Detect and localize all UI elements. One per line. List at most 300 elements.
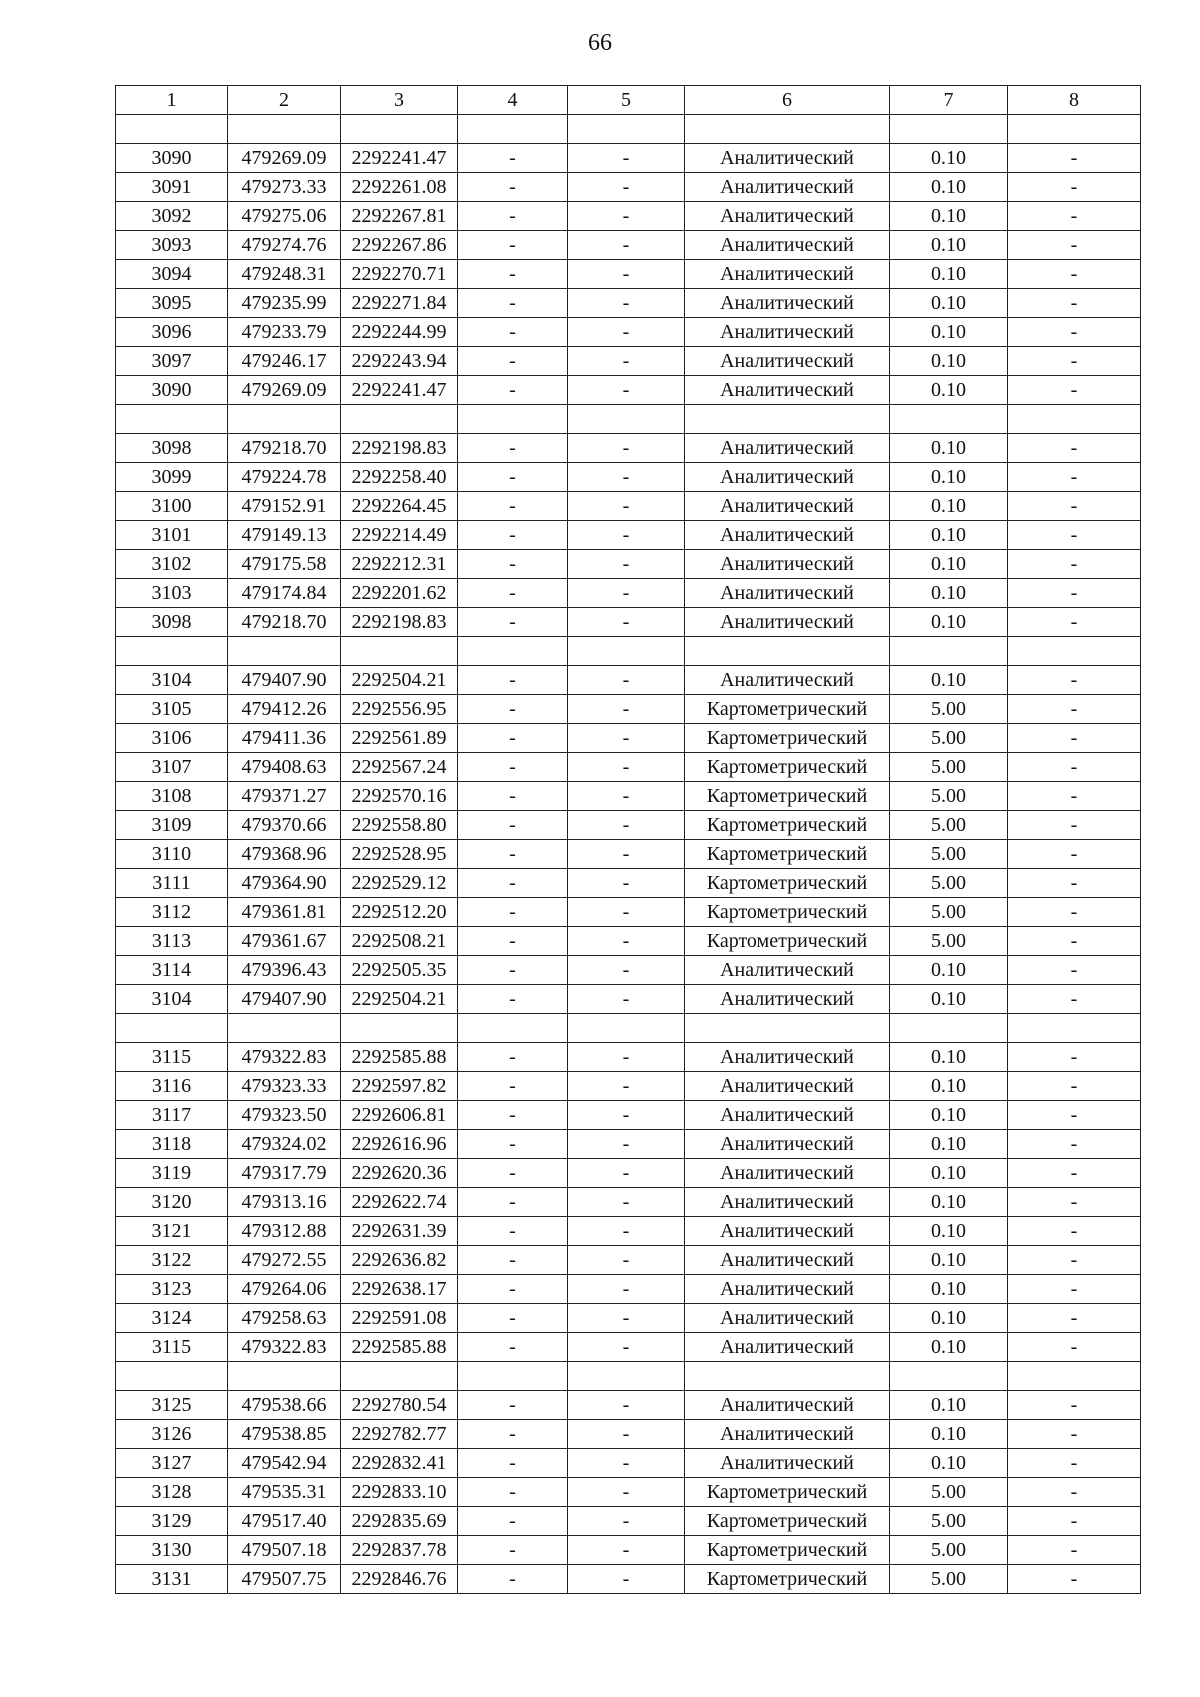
table-cell: Аналитический bbox=[685, 666, 890, 695]
table-cell: 479323.50 bbox=[228, 1101, 341, 1130]
table-row bbox=[116, 1333, 1141, 1362]
table-cell: 479364.90 bbox=[228, 869, 341, 898]
table-cell: - bbox=[1008, 927, 1141, 956]
table-cell: - bbox=[568, 231, 685, 260]
table-cell: - bbox=[458, 318, 568, 347]
table-row bbox=[116, 956, 1141, 985]
table-cell: 479233.79 bbox=[228, 318, 341, 347]
table-cell: - bbox=[568, 579, 685, 608]
table-cell: - bbox=[458, 927, 568, 956]
table-cell: 0.10 bbox=[890, 956, 1008, 985]
table-row bbox=[116, 753, 1141, 782]
table-cell: - bbox=[1008, 869, 1141, 898]
table-cell: - bbox=[568, 1159, 685, 1188]
table-cell: - bbox=[568, 811, 685, 840]
table-cell: - bbox=[1008, 144, 1141, 173]
table-cell: - bbox=[458, 1072, 568, 1101]
table-cell: 3103 bbox=[116, 579, 228, 608]
table-row bbox=[116, 492, 1141, 521]
table-row bbox=[116, 1420, 1141, 1449]
column-number-header: 1 bbox=[116, 86, 228, 115]
table-cell: 479174.84 bbox=[228, 579, 341, 608]
table-cell: Аналитический bbox=[685, 550, 890, 579]
table-cell: 0.10 bbox=[890, 1159, 1008, 1188]
table-cell: 2292261.08 bbox=[341, 173, 458, 202]
table-cell: - bbox=[458, 202, 568, 231]
table-cell: 479258.63 bbox=[228, 1304, 341, 1333]
table-cell: 479274.76 bbox=[228, 231, 341, 260]
table-cell: 479269.09 bbox=[228, 144, 341, 173]
table-cell: 2292780.54 bbox=[341, 1391, 458, 1420]
table-cell: - bbox=[568, 956, 685, 985]
table-cell bbox=[341, 115, 458, 144]
table-cell bbox=[568, 1014, 685, 1043]
table-cell: - bbox=[458, 811, 568, 840]
table-cell: - bbox=[1008, 579, 1141, 608]
table-cell: Картометрический bbox=[685, 1478, 890, 1507]
table-cell: 0.10 bbox=[890, 492, 1008, 521]
table-cell: - bbox=[458, 289, 568, 318]
table-row bbox=[116, 724, 1141, 753]
table-cell: Аналитический bbox=[685, 347, 890, 376]
table-cell: - bbox=[568, 173, 685, 202]
table-row bbox=[116, 376, 1141, 405]
table-row bbox=[116, 840, 1141, 869]
table-cell: 0.10 bbox=[890, 1072, 1008, 1101]
table-cell: 2292241.47 bbox=[341, 144, 458, 173]
table-cell: 3114 bbox=[116, 956, 228, 985]
table-cell: 2292267.81 bbox=[341, 202, 458, 231]
table-cell: - bbox=[458, 1101, 568, 1130]
column-number-header: 3 bbox=[341, 86, 458, 115]
table-cell: - bbox=[568, 1246, 685, 1275]
table-cell bbox=[341, 1014, 458, 1043]
table-cell: 479542.94 bbox=[228, 1449, 341, 1478]
table-cell: - bbox=[458, 1246, 568, 1275]
table-cell: 3128 bbox=[116, 1478, 228, 1507]
table-row bbox=[116, 608, 1141, 637]
table-cell: Аналитический bbox=[685, 1391, 890, 1420]
table-cell: 2292833.10 bbox=[341, 1478, 458, 1507]
table-cell bbox=[685, 405, 890, 434]
table-cell: 2292243.94 bbox=[341, 347, 458, 376]
table-cell: - bbox=[458, 1391, 568, 1420]
table-cell: 3097 bbox=[116, 347, 228, 376]
table-cell: 0.10 bbox=[890, 347, 1008, 376]
table-cell: Картометрический bbox=[685, 840, 890, 869]
table-cell: 2292638.17 bbox=[341, 1275, 458, 1304]
table-cell: Аналитический bbox=[685, 579, 890, 608]
table-cell: 2292244.99 bbox=[341, 318, 458, 347]
table-cell: - bbox=[1008, 347, 1141, 376]
table-cell: - bbox=[568, 869, 685, 898]
table-cell: 0.10 bbox=[890, 463, 1008, 492]
table-cell: - bbox=[1008, 1275, 1141, 1304]
table-cell bbox=[685, 637, 890, 666]
table-cell: Аналитический bbox=[685, 1449, 890, 1478]
table-cell: - bbox=[1008, 811, 1141, 840]
table-cell: - bbox=[458, 1333, 568, 1362]
table-cell bbox=[341, 405, 458, 434]
table-cell: - bbox=[1008, 956, 1141, 985]
column-number-header: 6 bbox=[685, 86, 890, 115]
table-cell: 0.10 bbox=[890, 231, 1008, 260]
table-cell: 479407.90 bbox=[228, 666, 341, 695]
table-cell: - bbox=[1008, 1565, 1141, 1594]
separator-row bbox=[116, 637, 1141, 666]
table-cell: 479507.18 bbox=[228, 1536, 341, 1565]
table-cell: 0.10 bbox=[890, 1304, 1008, 1333]
table-cell: - bbox=[568, 1449, 685, 1478]
table-cell: 479275.06 bbox=[228, 202, 341, 231]
table-cell: 2292585.88 bbox=[341, 1043, 458, 1072]
table-cell: - bbox=[458, 898, 568, 927]
table-cell bbox=[685, 1014, 890, 1043]
table-cell: - bbox=[458, 1536, 568, 1565]
table-cell: - bbox=[1008, 521, 1141, 550]
table-cell: 479517.40 bbox=[228, 1507, 341, 1536]
table-cell: 3112 bbox=[116, 898, 228, 927]
table-cell: 3113 bbox=[116, 927, 228, 956]
table-cell: 0.10 bbox=[890, 1188, 1008, 1217]
table-cell bbox=[228, 115, 341, 144]
table-cell: - bbox=[458, 1565, 568, 1594]
table-row bbox=[116, 144, 1141, 173]
table-cell: - bbox=[568, 1333, 685, 1362]
table-cell: 2292270.71 bbox=[341, 260, 458, 289]
table-cell: - bbox=[1008, 1188, 1141, 1217]
table-cell: 479371.27 bbox=[228, 782, 341, 811]
table-cell: 0.10 bbox=[890, 1391, 1008, 1420]
table-cell bbox=[1008, 637, 1141, 666]
table-cell: Аналитический bbox=[685, 231, 890, 260]
table-cell: - bbox=[568, 1420, 685, 1449]
table-cell: 3115 bbox=[116, 1043, 228, 1072]
table-cell: 2292271.84 bbox=[341, 289, 458, 318]
table-cell: 0.10 bbox=[890, 1101, 1008, 1130]
table-cell: 2292606.81 bbox=[341, 1101, 458, 1130]
table-cell: 3127 bbox=[116, 1449, 228, 1478]
table-cell: Аналитический bbox=[685, 202, 890, 231]
table-cell: 479317.79 bbox=[228, 1159, 341, 1188]
table-cell: - bbox=[568, 608, 685, 637]
table-cell bbox=[568, 115, 685, 144]
table-cell: - bbox=[568, 1507, 685, 1536]
table-row bbox=[116, 1217, 1141, 1246]
table-cell: 2292214.49 bbox=[341, 521, 458, 550]
table-cell: 0.10 bbox=[890, 550, 1008, 579]
table-cell: 3107 bbox=[116, 753, 228, 782]
table-cell: 479218.70 bbox=[228, 608, 341, 637]
table-cell: 3093 bbox=[116, 231, 228, 260]
table-cell: - bbox=[1008, 173, 1141, 202]
table-cell: 3125 bbox=[116, 1391, 228, 1420]
table-row bbox=[116, 260, 1141, 289]
table-cell: 479370.66 bbox=[228, 811, 341, 840]
table-cell: Картометрический bbox=[685, 927, 890, 956]
table-cell: - bbox=[458, 376, 568, 405]
table-cell: - bbox=[458, 985, 568, 1014]
table-cell: 0.10 bbox=[890, 318, 1008, 347]
table-cell: 3123 bbox=[116, 1275, 228, 1304]
table-cell: 479248.31 bbox=[228, 260, 341, 289]
table-cell: 479324.02 bbox=[228, 1130, 341, 1159]
table-cell: 3118 bbox=[116, 1130, 228, 1159]
table-cell bbox=[1008, 1362, 1141, 1391]
table-cell: 0.10 bbox=[890, 521, 1008, 550]
table-cell: Аналитический bbox=[685, 985, 890, 1014]
table-cell: - bbox=[458, 1275, 568, 1304]
column-number-header: 7 bbox=[890, 86, 1008, 115]
table-cell: 2292567.24 bbox=[341, 753, 458, 782]
table-cell: - bbox=[458, 347, 568, 376]
table-cell: 479538.85 bbox=[228, 1420, 341, 1449]
table-cell: 0.10 bbox=[890, 144, 1008, 173]
table-cell: - bbox=[1008, 1478, 1141, 1507]
table-cell bbox=[890, 1362, 1008, 1391]
table-row bbox=[116, 1072, 1141, 1101]
table-row bbox=[116, 782, 1141, 811]
table-cell bbox=[568, 637, 685, 666]
table-cell: - bbox=[568, 1043, 685, 1072]
table-cell: 0.10 bbox=[890, 289, 1008, 318]
table-row bbox=[116, 1159, 1141, 1188]
table-cell: 2292264.45 bbox=[341, 492, 458, 521]
table-cell: Аналитический bbox=[685, 1275, 890, 1304]
table-cell: Аналитический bbox=[685, 144, 890, 173]
table-cell bbox=[228, 1014, 341, 1043]
table-row bbox=[116, 1043, 1141, 1072]
table-cell: - bbox=[1008, 1420, 1141, 1449]
table-cell: 2292556.95 bbox=[341, 695, 458, 724]
column-number-header: 5 bbox=[568, 86, 685, 115]
table-cell: - bbox=[1008, 1246, 1141, 1275]
table-cell: - bbox=[458, 550, 568, 579]
table-cell bbox=[116, 405, 228, 434]
table-cell: - bbox=[1008, 753, 1141, 782]
table-cell: - bbox=[1008, 1391, 1141, 1420]
table-cell: - bbox=[458, 144, 568, 173]
table-cell: Аналитический bbox=[685, 956, 890, 985]
separator-row bbox=[116, 1362, 1141, 1391]
table-cell: 3116 bbox=[116, 1072, 228, 1101]
table-row bbox=[116, 666, 1141, 695]
table-cell: 3102 bbox=[116, 550, 228, 579]
table-cell: 2292512.20 bbox=[341, 898, 458, 927]
table-cell: 0.10 bbox=[890, 434, 1008, 463]
table-cell: 0.10 bbox=[890, 1246, 1008, 1275]
table-cell: 5.00 bbox=[890, 782, 1008, 811]
separator-row bbox=[116, 1014, 1141, 1043]
table-cell: - bbox=[1008, 434, 1141, 463]
table-cell: - bbox=[568, 985, 685, 1014]
table-cell: - bbox=[568, 463, 685, 492]
table-cell: 3110 bbox=[116, 840, 228, 869]
table-cell: 479269.09 bbox=[228, 376, 341, 405]
table-cell: 479273.33 bbox=[228, 173, 341, 202]
table-cell: - bbox=[568, 318, 685, 347]
table-cell: - bbox=[458, 666, 568, 695]
table-cell bbox=[1008, 115, 1141, 144]
table-cell: 0.10 bbox=[890, 1043, 1008, 1072]
table-cell: - bbox=[458, 1507, 568, 1536]
table-cell: - bbox=[568, 202, 685, 231]
table-cell: - bbox=[458, 724, 568, 753]
table-cell: - bbox=[458, 1449, 568, 1478]
table-cell: - bbox=[568, 1275, 685, 1304]
table-cell: 5.00 bbox=[890, 1565, 1008, 1594]
table-cell: 2292267.86 bbox=[341, 231, 458, 260]
table-cell: 479368.96 bbox=[228, 840, 341, 869]
table-cell: 2292832.41 bbox=[341, 1449, 458, 1478]
table-cell: 5.00 bbox=[890, 1507, 1008, 1536]
table-cell: 2292597.82 bbox=[341, 1072, 458, 1101]
table-cell: Аналитический bbox=[685, 1217, 890, 1246]
table-cell: 5.00 bbox=[890, 753, 1008, 782]
table-cell: Аналитический bbox=[685, 1246, 890, 1275]
table-cell: - bbox=[1008, 202, 1141, 231]
table-cell: - bbox=[1008, 1507, 1141, 1536]
table-cell: 479175.58 bbox=[228, 550, 341, 579]
table-cell: Аналитический bbox=[685, 1188, 890, 1217]
table-cell: Аналитический bbox=[685, 1159, 890, 1188]
table-cell: - bbox=[1008, 695, 1141, 724]
table-cell: 2292591.08 bbox=[341, 1304, 458, 1333]
table-cell: - bbox=[458, 579, 568, 608]
table-cell: 2292258.40 bbox=[341, 463, 458, 492]
table-cell: 479507.75 bbox=[228, 1565, 341, 1594]
table-cell: Аналитический bbox=[685, 260, 890, 289]
table-cell bbox=[458, 115, 568, 144]
table-cell: 3120 bbox=[116, 1188, 228, 1217]
table-cell bbox=[890, 637, 1008, 666]
table-cell: Аналитический bbox=[685, 173, 890, 202]
table-cell: - bbox=[568, 434, 685, 463]
table-cell: - bbox=[458, 1188, 568, 1217]
table-cell: 479272.55 bbox=[228, 1246, 341, 1275]
table-cell: Картометрический bbox=[685, 695, 890, 724]
table-row bbox=[116, 318, 1141, 347]
table-cell: - bbox=[458, 840, 568, 869]
table-row bbox=[116, 985, 1141, 1014]
table-cell bbox=[116, 1014, 228, 1043]
table-cell: 2292620.36 bbox=[341, 1159, 458, 1188]
table-cell: - bbox=[568, 1072, 685, 1101]
table-cell: 0.10 bbox=[890, 1217, 1008, 1246]
table-cell: - bbox=[458, 521, 568, 550]
table-cell: - bbox=[568, 724, 685, 753]
table-cell: - bbox=[568, 289, 685, 318]
table-cell: Картометрический bbox=[685, 1565, 890, 1594]
table-cell: - bbox=[1008, 318, 1141, 347]
table-cell: 479361.67 bbox=[228, 927, 341, 956]
table-cell: 0.10 bbox=[890, 608, 1008, 637]
table-cell: 5.00 bbox=[890, 695, 1008, 724]
table-cell: 3099 bbox=[116, 463, 228, 492]
table-cell: - bbox=[568, 1478, 685, 1507]
table-cell: - bbox=[568, 695, 685, 724]
table-cell bbox=[228, 1362, 341, 1391]
table-cell: - bbox=[458, 463, 568, 492]
table-cell: - bbox=[1008, 1304, 1141, 1333]
table-cell: 3130 bbox=[116, 1536, 228, 1565]
table-row bbox=[116, 1188, 1141, 1217]
table-cell: Аналитический bbox=[685, 608, 890, 637]
table-cell: - bbox=[1008, 289, 1141, 318]
table-cell: 479313.16 bbox=[228, 1188, 341, 1217]
table-cell: Аналитический bbox=[685, 318, 890, 347]
table-cell: 3115 bbox=[116, 1333, 228, 1362]
table-cell: 479361.81 bbox=[228, 898, 341, 927]
table-cell: - bbox=[1008, 1130, 1141, 1159]
table-cell bbox=[341, 1362, 458, 1391]
table-cell: 2292846.76 bbox=[341, 1565, 458, 1594]
table-cell: 2292631.39 bbox=[341, 1217, 458, 1246]
coordinates-table bbox=[115, 85, 1141, 1594]
table-cell: 479152.91 bbox=[228, 492, 341, 521]
table-cell: - bbox=[568, 347, 685, 376]
table-cell: 2292570.16 bbox=[341, 782, 458, 811]
table-cell bbox=[890, 405, 1008, 434]
table-cell: 3124 bbox=[116, 1304, 228, 1333]
table-cell: - bbox=[458, 1420, 568, 1449]
table-cell: - bbox=[458, 173, 568, 202]
column-number-header: 8 bbox=[1008, 86, 1141, 115]
table-cell: 3108 bbox=[116, 782, 228, 811]
table-cell: Картометрический bbox=[685, 869, 890, 898]
table-cell: 479408.63 bbox=[228, 753, 341, 782]
table-cell: 0.10 bbox=[890, 985, 1008, 1014]
table-cell: - bbox=[1008, 550, 1141, 579]
table-cell: 0.10 bbox=[890, 1130, 1008, 1159]
table-cell: - bbox=[458, 608, 568, 637]
table-cell: 5.00 bbox=[890, 1478, 1008, 1507]
table-cell: Картометрический bbox=[685, 811, 890, 840]
table-cell: 0.10 bbox=[890, 1449, 1008, 1478]
table-row bbox=[116, 173, 1141, 202]
table-cell: 2292201.62 bbox=[341, 579, 458, 608]
table-cell bbox=[228, 637, 341, 666]
table-cell: 2292198.83 bbox=[341, 608, 458, 637]
table-cell: - bbox=[1008, 492, 1141, 521]
table-cell: - bbox=[568, 1217, 685, 1246]
table-cell: - bbox=[1008, 782, 1141, 811]
table-cell bbox=[341, 637, 458, 666]
table-cell: 479412.26 bbox=[228, 695, 341, 724]
table-header-row bbox=[116, 86, 1141, 115]
table-cell: 479246.17 bbox=[228, 347, 341, 376]
table-cell: Картометрический bbox=[685, 1507, 890, 1536]
table-cell: 479396.43 bbox=[228, 956, 341, 985]
table-cell: 3104 bbox=[116, 666, 228, 695]
table-cell: - bbox=[458, 260, 568, 289]
table-cell: 0.10 bbox=[890, 202, 1008, 231]
table-row bbox=[116, 202, 1141, 231]
table-cell: - bbox=[458, 1159, 568, 1188]
table-cell: 3105 bbox=[116, 695, 228, 724]
table-cell: 5.00 bbox=[890, 811, 1008, 840]
table-cell: - bbox=[458, 434, 568, 463]
table-cell: 2292558.80 bbox=[341, 811, 458, 840]
table-cell: 479535.31 bbox=[228, 1478, 341, 1507]
table-cell: - bbox=[568, 1188, 685, 1217]
table-row bbox=[116, 579, 1141, 608]
table-cell: 3091 bbox=[116, 173, 228, 202]
column-number-header: 4 bbox=[458, 86, 568, 115]
table-cell: - bbox=[1008, 463, 1141, 492]
table-cell: 5.00 bbox=[890, 1536, 1008, 1565]
table-cell: 3109 bbox=[116, 811, 228, 840]
